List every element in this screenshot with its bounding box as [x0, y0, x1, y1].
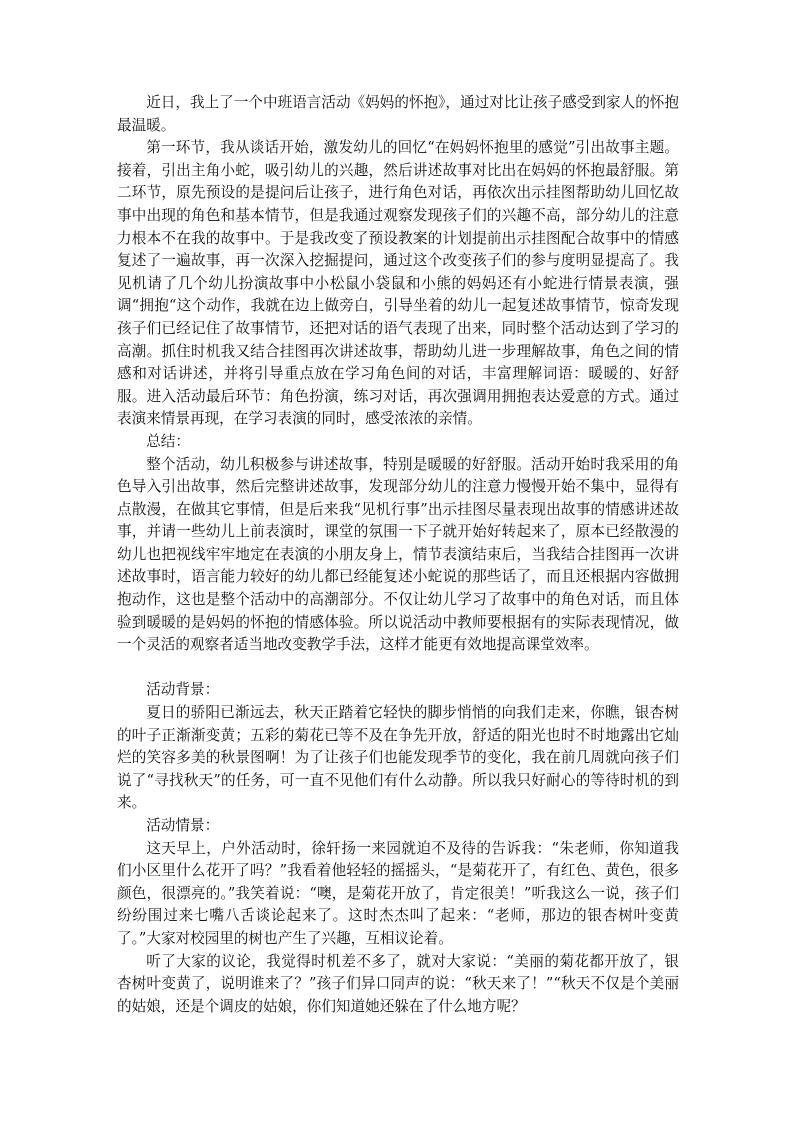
heading-summary: 总结： [146, 432, 190, 450]
paragraph-scene-1: 这天早上，户外活动时，徐轩扬一来园就迫不及待的告诉我：“朱老师，你知道我们小区里什么花开了吗？”我看着他轻轻的摇摇头，“是菊花开了，有红色、黄色，很多颜色，很漂亮的。”我笑着说：“噢，是菊花开放了，肯定很美！”听我这么一说，孩子们纷纷围过来七嘴八舌谈论起来了。这时杰杰叫了起来：“老师，那边的银杏树叶变黄了。”大家对校园里的树也产生了兴趣，互相议论着。 [117, 839, 679, 947]
paragraph-scene-2: 听了大家的议论，我觉得时机差不多了，就对大家说：“美丽的菊花都开放了，银杏树叶变黄了，说明谁来了？”孩子们异口同声的说：“秋天来了！”“秋天不仅是个美丽的姑娘，还是个调皮的姑娘，你们知道她还躲在了什么地方呢？ [117, 952, 679, 1015]
heading-scene: 活动情景： [146, 817, 220, 834]
paragraph-background: 夏日的骄阳已渐远去，秋天正踏着它轻快的脚步悄悄的向我们走来，你瞧，银杏树的叶子正渐渐变黄；五彩的菊花已等不及在争先开放，舒适的阳光也时不时地露出它灿烂的笑容多美的秋景图啊！为了让孩子们也能发现季节的变化，我在前几周就向孩子们说了“寻找秋天”的任务，可一直不见他们有什么动静。所以我只好耐心的等待时机的到来。 [117, 704, 679, 812]
document-body [117, 92, 679, 1018]
paragraph-process: 第一环节，我从谈话开始，激发幼儿的回忆“在妈妈怀抱里的感觉”引出故事主题。接着，引出主角小蛇，吸引幼儿的兴趣，然后讲述故事对比出在妈妈的怀抱最舒服。第二环节，原先预设的是提问后让孩子，进行角色对话，再依次出示挂图帮助幼儿回忆故事中出现的角色和基本情节，但是我通过观察发现孩子们的兴趣不高，部分幼儿的注意力根本不在我的故事中。于是我改变了预设教案的计划提前出示挂图配合故事中的情感复述了一遍故事，再一次深入挖掘提问，通过这个改变孩子们的参与度明显提高了。我见机请了几个幼儿扮演故事中小松鼠小袋鼠和小熊的妈妈还有小蛇进行情景表演，强调“拥抱“这个动作，我就在边上做旁白，引导坐着的幼儿一起复述故事情节，惊奇发现孩子们已经记住了故事情节，还把对话的语气表现了出来，同时整个活动达到了学习的高潮。抓住时机我又结合挂图再次讲述故事，帮助幼儿进一步理解故事，角色之间的情感和对话讲述，并将引导重点放在学习角色间的对话，丰富理解词语：暖暖的、好舒服。进入活动最后环节：角色扮演，练习对话，再次强调用拥抱表达爱意的方式。通过表演来情景再现，在学习表演的同时，感受浓浓的亲情。 [117, 139, 679, 428]
section-gap [117, 657, 679, 680]
heading-background: 活动背景： [146, 681, 220, 699]
paragraph-summary: 整个活动，幼儿积极参与讲述故事，特别是暖暖的好舒服。活动开始时我采用的角色导入引出故事，然后完整讲述故事，发现部分幼儿的注意力慢慢开始不集中，显得有点散漫，在做其它事情，但是后来我“见机行事”出示挂图尽量表现出故事的情感讲述故事，并请一些幼儿上前表演时，课堂的氛围一下子就开始好转起来了，原本已经散漫的幼儿也把视线牢牢地定在表演的小朋友身上，情节表演结束后，当我结合挂图再一次讲述故事时，语言能力较好的幼儿都已经能复述小蛇说的那些话了，而且还根据内容做拥抱动作，这也是整个活动中的高潮部分。不仅让幼儿学习了故事中的角色对话，而且体验到暖暖的是妈妈的怀抱的情感体验。所以说活动中教师要根据有的实际表现情况，做一个灵活的观察者适当地改变教学手法，这样才能更有效地提高课堂效率。 [117, 455, 679, 654]
paragraph-intro: 近日，我上了一个中班语言活动《妈妈的怀抱》，通过对比让孩子感受到家人的怀抱最温暖。 [117, 94, 679, 134]
